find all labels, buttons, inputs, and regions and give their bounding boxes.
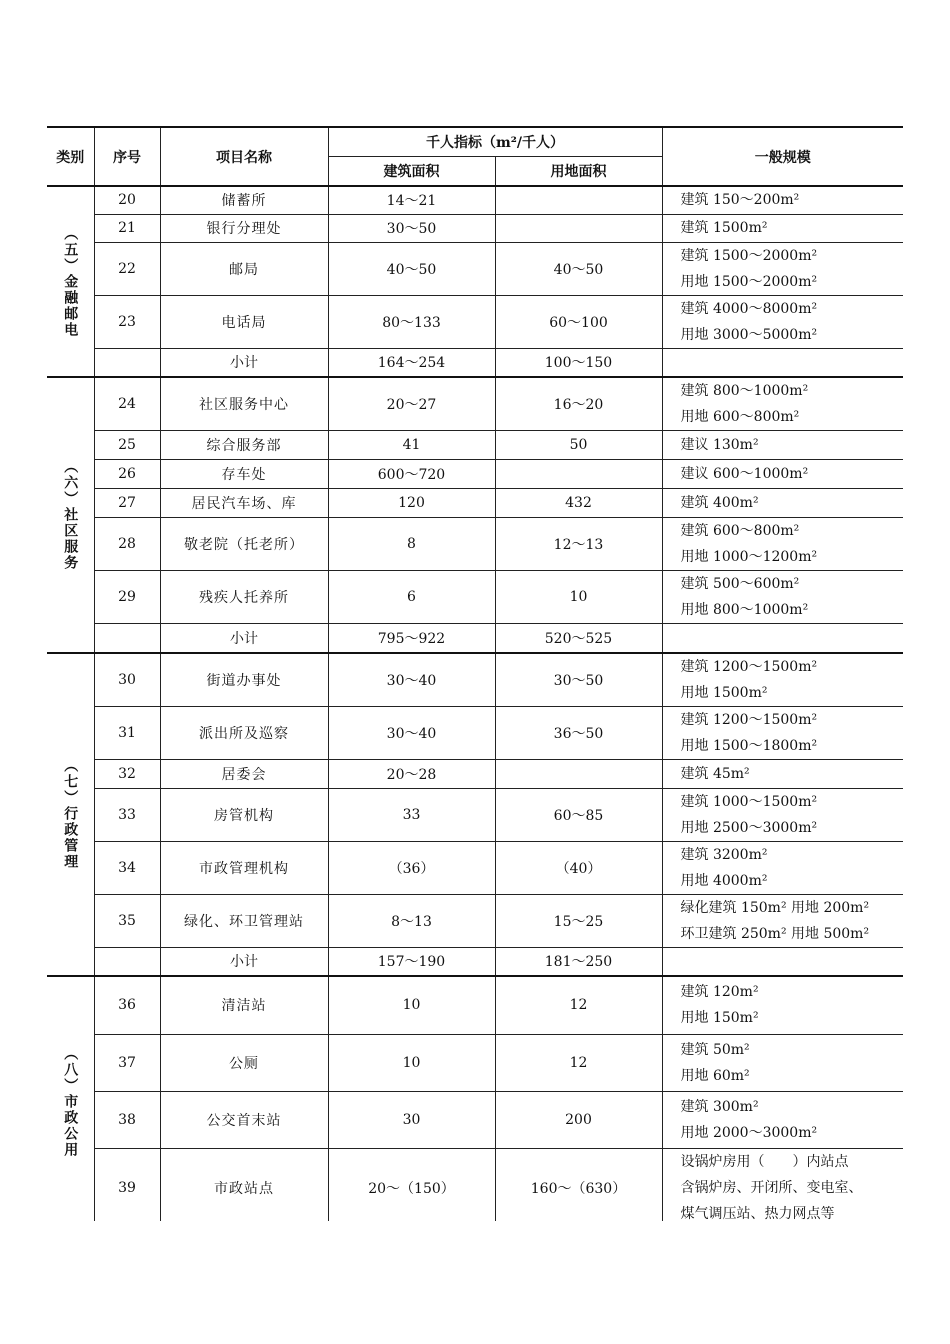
building-area-cell: 41 bbox=[328, 431, 495, 460]
name-cell: 居民汽车场、库 bbox=[160, 489, 328, 518]
building-area-cell: 14～21 bbox=[328, 186, 495, 214]
header-building-area: 建筑面积 bbox=[328, 156, 495, 186]
land-area-cell: 12 bbox=[495, 1034, 662, 1091]
scale-line: 用地 150m² bbox=[680, 1010, 759, 1027]
scale-line: 设锅炉房用（ ）内站点 bbox=[680, 1154, 849, 1170]
category-label: （八）市政公用 bbox=[62, 1046, 79, 1159]
seq-cell: 26 bbox=[94, 460, 160, 489]
scale-line: 建筑 4000～8000m² bbox=[680, 300, 818, 317]
subtotal-seq-cell bbox=[94, 624, 160, 653]
scale-line: 用地 600～800m² bbox=[680, 409, 800, 425]
building-area-cell: 20～27 bbox=[328, 377, 495, 431]
scale-cell bbox=[662, 571, 903, 624]
name-cell: 储蓄所 bbox=[160, 186, 328, 214]
building-area-cell: 20～（150） bbox=[328, 1148, 495, 1221]
building-area-cell: 30～50 bbox=[328, 214, 495, 242]
scale-line: 建筑 300m² bbox=[680, 1098, 759, 1115]
name-cell: 街道办事处 bbox=[160, 653, 328, 707]
seq-cell: 21 bbox=[94, 214, 160, 242]
subtotal-scale-cell bbox=[662, 947, 903, 976]
scale-line: 用地 800～1000m² bbox=[680, 602, 809, 618]
scale-cell bbox=[662, 759, 903, 788]
scale-cell bbox=[662, 295, 903, 348]
land-area-cell: 40～50 bbox=[495, 242, 662, 295]
name-cell: 敬老院（托老所） bbox=[160, 518, 328, 571]
scale-line: 建议 600～1000m² bbox=[680, 466, 809, 482]
scale-line: 建筑 800～1000m² bbox=[680, 383, 809, 399]
scale-cell bbox=[662, 242, 903, 295]
name-cell: 社区服务中心 bbox=[160, 377, 328, 431]
name-cell: 派出所及巡察 bbox=[160, 706, 328, 759]
table-row bbox=[47, 431, 903, 460]
seq-cell: 31 bbox=[94, 706, 160, 759]
land-area-cell: 36～50 bbox=[495, 706, 662, 759]
scale-cell bbox=[662, 1091, 903, 1148]
table-row bbox=[47, 242, 903, 295]
name-cell: 房管机构 bbox=[160, 788, 328, 841]
building-area-cell: 6 bbox=[328, 571, 495, 624]
table-row bbox=[47, 841, 903, 894]
subtotal-scale-cell bbox=[662, 348, 903, 377]
category-cell bbox=[47, 186, 94, 377]
table-row bbox=[47, 788, 903, 841]
name-cell: 公交首末站 bbox=[160, 1091, 328, 1148]
table-body bbox=[47, 186, 903, 1221]
scale-line: 建筑 3200m² bbox=[680, 846, 768, 863]
seq-cell: 37 bbox=[94, 1034, 160, 1091]
scale-line: 用地 2000～3000m² bbox=[680, 1124, 818, 1141]
table-row bbox=[47, 706, 903, 759]
table-row bbox=[47, 976, 903, 1034]
category-label: （六）社区服务 bbox=[62, 458, 79, 571]
land-area-cell bbox=[495, 460, 662, 489]
seq-cell: 29 bbox=[94, 571, 160, 624]
table-row bbox=[47, 653, 903, 707]
scale-line: 建筑 1500m² bbox=[680, 220, 768, 236]
category-label: （七）行政管理 bbox=[62, 758, 79, 871]
table-row bbox=[47, 377, 903, 431]
scale-line: 建筑 400m² bbox=[680, 495, 759, 511]
land-area-cell: 10 bbox=[495, 571, 662, 624]
building-area-cell: 33 bbox=[328, 788, 495, 841]
category-label: （五）金融邮电 bbox=[62, 225, 79, 338]
header-name: 项目名称 bbox=[160, 127, 328, 186]
scale-line: 用地 4000m² bbox=[680, 872, 768, 889]
building-area-cell: 120 bbox=[328, 489, 495, 518]
subtotal-building-area: 157～190 bbox=[328, 947, 495, 976]
scale-line: 用地 1000～1200m² bbox=[680, 549, 818, 565]
seq-cell: 34 bbox=[94, 841, 160, 894]
building-area-cell: 10 bbox=[328, 976, 495, 1034]
table-row bbox=[47, 186, 903, 214]
building-area-cell: 80～133 bbox=[328, 295, 495, 348]
seq-cell: 24 bbox=[94, 377, 160, 431]
subtotal-label: 小计 bbox=[160, 348, 328, 377]
subtotal-label: 小计 bbox=[160, 947, 328, 976]
seq-cell: 22 bbox=[94, 242, 160, 295]
header-category: 类别 bbox=[47, 127, 94, 186]
scale-line: 建筑 150～200m² bbox=[680, 192, 800, 209]
land-area-cell: 200 bbox=[495, 1091, 662, 1148]
seq-cell: 36 bbox=[94, 976, 160, 1034]
scale-line: 建筑 600～800m² bbox=[680, 523, 800, 539]
land-area-cell: （40） bbox=[495, 841, 662, 894]
seq-cell: 35 bbox=[94, 894, 160, 947]
table-row bbox=[47, 1034, 903, 1091]
category-cell bbox=[47, 377, 94, 653]
scale-line: 环卫建筑 250m² 用地 500m² bbox=[680, 925, 870, 942]
land-area-cell: 15～25 bbox=[495, 894, 662, 947]
land-area-cell: 160～（630） bbox=[495, 1148, 662, 1221]
scale-line: 建筑 45m² bbox=[680, 765, 750, 782]
seq-cell: 25 bbox=[94, 431, 160, 460]
name-cell: 公厕 bbox=[160, 1034, 328, 1091]
subtotal-seq-cell bbox=[94, 947, 160, 976]
category-cell bbox=[47, 976, 94, 1221]
table-row bbox=[47, 518, 903, 571]
seq-cell: 28 bbox=[94, 518, 160, 571]
scale-cell bbox=[662, 214, 903, 242]
scale-cell bbox=[662, 460, 903, 489]
subtotal-building-area: 164～254 bbox=[328, 348, 495, 377]
subtotal-row bbox=[47, 624, 903, 653]
subtotal-row bbox=[47, 348, 903, 377]
facility-index-table bbox=[47, 126, 903, 1221]
seq-cell: 32 bbox=[94, 759, 160, 788]
scale-cell bbox=[662, 894, 903, 947]
scale-line: 用地 2500～3000m² bbox=[680, 819, 818, 836]
table-row bbox=[47, 759, 903, 788]
subtotal-land-area: 100～150 bbox=[495, 348, 662, 377]
scale-cell bbox=[662, 976, 903, 1034]
subtotal-land-area: 181～250 bbox=[495, 947, 662, 976]
scale-line: 建筑 1200～1500m² bbox=[680, 658, 818, 675]
building-area-cell: 30～40 bbox=[328, 653, 495, 707]
name-cell: 银行分理处 bbox=[160, 214, 328, 242]
land-area-cell: 60～85 bbox=[495, 788, 662, 841]
building-area-cell: 8 bbox=[328, 518, 495, 571]
land-area-cell: 12～13 bbox=[495, 518, 662, 571]
land-area-cell: 16～20 bbox=[495, 377, 662, 431]
scale-line: 绿化建筑 150m² 用地 200m² bbox=[680, 899, 870, 916]
land-area-cell: 60～100 bbox=[495, 295, 662, 348]
building-area-cell: 30～40 bbox=[328, 706, 495, 759]
scale-cell bbox=[662, 788, 903, 841]
scale-cell bbox=[662, 518, 903, 571]
land-area-cell: 432 bbox=[495, 489, 662, 518]
table-row bbox=[47, 214, 903, 242]
scale-cell bbox=[662, 489, 903, 518]
building-area-cell: 600～720 bbox=[328, 460, 495, 489]
seq-cell: 33 bbox=[94, 788, 160, 841]
subtotal-scale-cell bbox=[662, 624, 903, 653]
name-cell: 市政站点 bbox=[160, 1148, 328, 1221]
seq-cell: 27 bbox=[94, 489, 160, 518]
name-cell: 邮局 bbox=[160, 242, 328, 295]
scale-line: 建筑 1500～2000m² bbox=[680, 247, 818, 264]
scale-line: 用地 60m² bbox=[680, 1067, 750, 1084]
building-area-cell: 10 bbox=[328, 1034, 495, 1091]
scale-line: 用地 1500～2000m² bbox=[680, 273, 818, 290]
scale-line: 建议 130m² bbox=[680, 437, 759, 453]
land-area-cell bbox=[495, 186, 662, 214]
seq-cell: 23 bbox=[94, 295, 160, 348]
scale-line: 建筑 500～600m² bbox=[680, 576, 800, 592]
table-row bbox=[47, 295, 903, 348]
scale-cell bbox=[662, 1148, 903, 1221]
scale-line: 建筑 1200～1500m² bbox=[680, 711, 818, 728]
table-row bbox=[47, 894, 903, 947]
building-area-cell: 30 bbox=[328, 1091, 495, 1148]
subtotal-land-area: 520～525 bbox=[495, 624, 662, 653]
header-scale: 一般规模 bbox=[662, 127, 903, 186]
name-cell: 居委会 bbox=[160, 759, 328, 788]
table-row bbox=[47, 489, 903, 518]
name-cell: 综合服务部 bbox=[160, 431, 328, 460]
name-cell: 存车处 bbox=[160, 460, 328, 489]
subtotal-seq-cell bbox=[94, 348, 160, 377]
scale-cell bbox=[662, 431, 903, 460]
land-area-cell bbox=[495, 214, 662, 242]
land-area-cell: 50 bbox=[495, 431, 662, 460]
scale-cell bbox=[662, 186, 903, 214]
scale-cell bbox=[662, 706, 903, 759]
scale-cell bbox=[662, 653, 903, 707]
table-row bbox=[47, 1091, 903, 1148]
table-row bbox=[47, 571, 903, 624]
land-area-cell: 12 bbox=[495, 976, 662, 1034]
header-land-area: 用地面积 bbox=[495, 156, 662, 186]
scale-line: 含锅炉房、开闭所、变电室、 bbox=[680, 1180, 863, 1196]
seq-cell: 38 bbox=[94, 1091, 160, 1148]
name-cell: 清洁站 bbox=[160, 976, 328, 1034]
seq-cell: 39 bbox=[94, 1148, 160, 1221]
scale-cell bbox=[662, 841, 903, 894]
scale-line: 煤气调压站、热力网点等 bbox=[680, 1206, 835, 1221]
scale-cell bbox=[662, 1034, 903, 1091]
building-area-cell: （36） bbox=[328, 841, 495, 894]
building-area-cell: 40～50 bbox=[328, 242, 495, 295]
subtotal-row bbox=[47, 947, 903, 976]
category-cell bbox=[47, 653, 94, 977]
name-cell: 电话局 bbox=[160, 295, 328, 348]
seq-cell: 20 bbox=[94, 186, 160, 214]
table-row bbox=[47, 460, 903, 489]
header-index-group: 千人指标（m²/千人） bbox=[328, 127, 662, 156]
header-seq: 序号 bbox=[94, 127, 160, 186]
name-cell: 绿化、环卫管理站 bbox=[160, 894, 328, 947]
scale-line: 用地 3000～5000m² bbox=[680, 326, 818, 343]
building-area-cell: 8～13 bbox=[328, 894, 495, 947]
subtotal-building-area: 795～922 bbox=[328, 624, 495, 653]
name-cell: 残疾人托养所 bbox=[160, 571, 328, 624]
table-row bbox=[47, 1148, 903, 1221]
seq-cell: 30 bbox=[94, 653, 160, 707]
scale-line: 用地 1500～1800m² bbox=[680, 737, 818, 754]
scale-line: 用地 1500m² bbox=[680, 684, 768, 701]
building-area-cell: 20～28 bbox=[328, 759, 495, 788]
document-page bbox=[47, 126, 903, 1221]
scale-cell bbox=[662, 377, 903, 431]
scale-line: 建筑 1000～1500m² bbox=[680, 793, 818, 810]
scale-line: 建筑 120m² bbox=[680, 984, 759, 1001]
land-area-cell bbox=[495, 759, 662, 788]
subtotal-label: 小计 bbox=[160, 624, 328, 653]
land-area-cell: 30～50 bbox=[495, 653, 662, 707]
scale-line: 建筑 50m² bbox=[680, 1041, 750, 1058]
name-cell: 市政管理机构 bbox=[160, 841, 328, 894]
